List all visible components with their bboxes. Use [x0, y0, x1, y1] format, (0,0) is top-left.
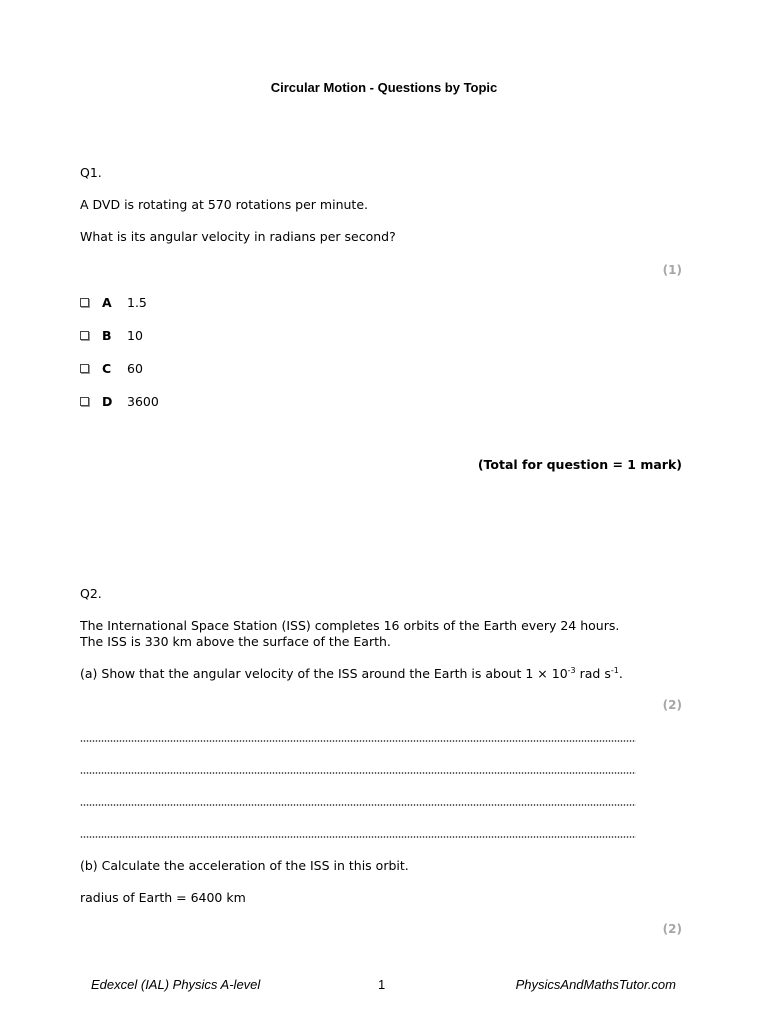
q2-label: Q2. [80, 586, 102, 601]
option-letter: A [102, 294, 112, 310]
q1-option-d[interactable] [80, 393, 159, 409]
checkbox-icon[interactable] [80, 364, 89, 373]
option-letter: D [102, 393, 113, 409]
q2-intro-line2: The ISS is 330 km above the surface of the Earth. [80, 634, 391, 649]
q1-marks: (1) [662, 263, 682, 277]
q1-label: Q1. [80, 165, 102, 180]
q2-part-b-marks: (2) [662, 922, 682, 936]
option-value: 60 [127, 360, 143, 376]
q2-intro-line1: The International Space Station (ISS) completes 16 orbits of the Earth every 24 hours. [80, 618, 620, 633]
exponent: -3 [567, 666, 576, 675]
q2-part-b: (b) Calculate the acceleration of the ISS in this orbit. [80, 858, 409, 873]
q1-option-c[interactable] [80, 360, 143, 376]
part-a-unit: rad s [575, 666, 611, 681]
option-value: 1.5 [127, 294, 147, 310]
q1-total: (Total for question = 1 mark) [477, 457, 682, 472]
checkbox-icon[interactable] [80, 331, 89, 340]
option-value: 10 [127, 327, 143, 343]
answer-line[interactable] [80, 739, 636, 743]
checkbox-icon[interactable] [80, 397, 89, 406]
part-a-text: (a) Show that the angular velocity of the ISS around the Earth is about 1 × 10 [80, 666, 568, 681]
option-letter: C [102, 360, 112, 376]
q1-option-a[interactable] [80, 294, 147, 310]
q1-question: What is its angular velocity in radians per second? [80, 229, 396, 244]
q2-part-a [80, 666, 623, 681]
page-title: Circular Motion - Questions by Topic [270, 80, 498, 95]
checkbox-icon[interactable] [80, 298, 89, 307]
q2-part-b-given: radius of Earth = 6400 km [80, 890, 246, 905]
q1-stem: A DVD is rotating at 570 rotations per minute. [80, 197, 368, 212]
q2-part-a-marks: (2) [662, 698, 682, 712]
part-a-period: . [618, 666, 623, 681]
footer-page-number: 1 [378, 977, 386, 992]
answer-line[interactable] [80, 803, 636, 807]
footer-site: PhysicsAndMathsTutor.com [515, 977, 676, 992]
answer-line[interactable] [80, 771, 636, 775]
exponent: -1 [610, 666, 619, 675]
answer-line[interactable] [80, 835, 636, 839]
option-letter: B [102, 327, 112, 343]
q1-option-b[interactable] [80, 327, 143, 343]
option-value: 3600 [127, 393, 159, 409]
footer-exam-board: Edexcel (IAL) Physics A-level [91, 977, 261, 992]
